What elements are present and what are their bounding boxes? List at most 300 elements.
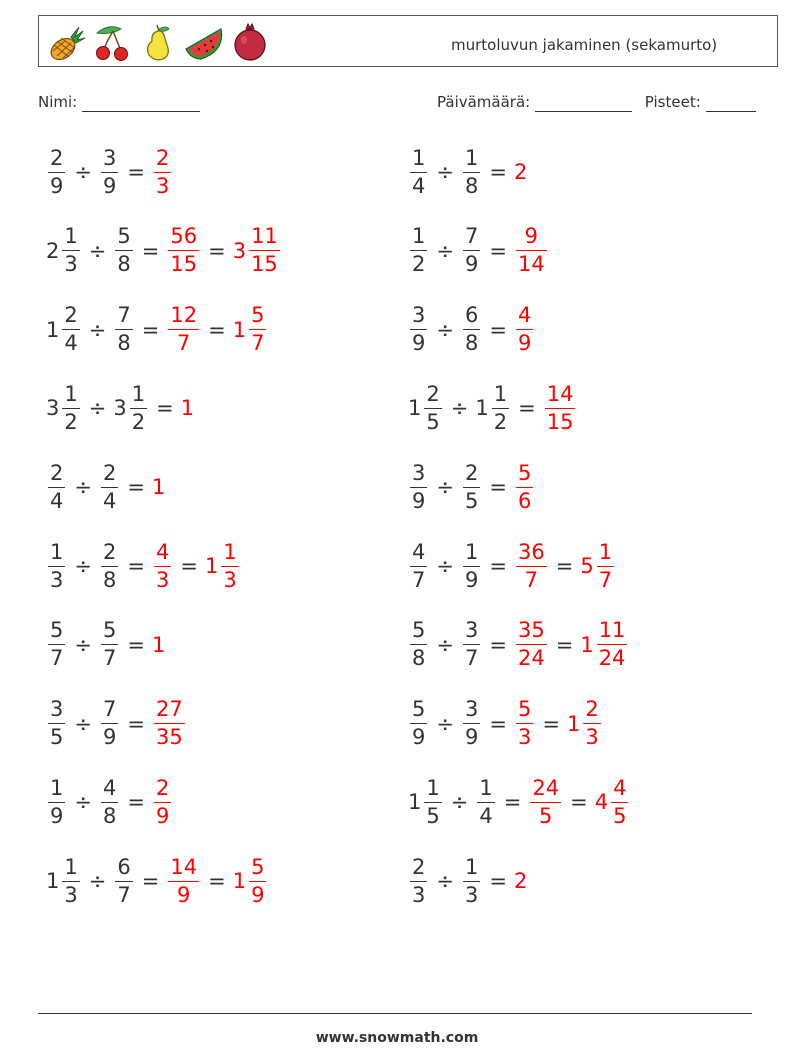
whole-number: 2 <box>513 160 528 184</box>
dividend <box>46 226 82 275</box>
fraction <box>424 381 441 434</box>
answer-mixed <box>580 620 629 669</box>
denominator: 9 <box>168 881 199 906</box>
fraction <box>516 699 533 748</box>
fraction <box>48 775 65 828</box>
divisor <box>99 620 120 669</box>
equals-sign: = <box>208 317 226 342</box>
divisor <box>113 381 149 434</box>
fraction <box>168 854 199 907</box>
divisor <box>99 539 120 592</box>
pineapple-icon <box>45 21 87 63</box>
date-score-fields <box>437 93 756 112</box>
denominator: 8 <box>117 252 131 277</box>
divide-sign: ÷ <box>436 632 454 657</box>
denominator: 24 <box>517 646 545 671</box>
fraction <box>424 775 441 828</box>
fraction <box>101 539 118 592</box>
divisor <box>99 460 120 513</box>
numerator: 2 <box>464 460 479 485</box>
denominator: 9 <box>464 252 479 277</box>
denominator: 2 <box>64 409 78 434</box>
numerator: 2 <box>64 303 78 328</box>
divide-sign: ÷ <box>74 160 92 184</box>
answer-fraction <box>528 775 563 828</box>
fraction <box>410 854 427 907</box>
whole-number: 3 <box>113 396 127 421</box>
numerator: 7 <box>464 224 479 249</box>
denominator: 9 <box>517 331 532 356</box>
answer-fraction <box>152 633 166 657</box>
whole-number: 1 <box>232 869 247 894</box>
whole-number: 1 <box>46 317 60 342</box>
date-label: Päivämäärä: <box>437 93 531 111</box>
divide-sign: ÷ <box>436 554 454 578</box>
equals-sign: = <box>489 475 507 500</box>
fraction <box>154 539 171 592</box>
numerator: 4 <box>102 775 117 800</box>
equals-sign: = <box>141 238 160 263</box>
divisor <box>461 460 482 513</box>
denominator: 4 <box>412 173 426 198</box>
whole-number: 3 <box>46 396 60 421</box>
numerator: 5 <box>117 224 131 249</box>
divisor <box>461 226 482 275</box>
numerator: 14 <box>170 854 198 879</box>
dividend <box>408 145 429 198</box>
divide-sign: ÷ <box>436 711 454 736</box>
denominator: 3 <box>155 173 170 198</box>
problem-10 <box>408 456 535 518</box>
numerator: 3 <box>464 697 479 722</box>
fraction <box>516 620 547 669</box>
numerator: 35 <box>517 618 545 643</box>
fraction <box>101 460 118 513</box>
denominator: 5 <box>613 803 627 828</box>
whole-number: 2 <box>46 238 60 263</box>
answer-fraction <box>514 699 535 748</box>
problem-3 <box>46 220 282 282</box>
answer-mixed <box>567 699 603 748</box>
numerator: 2 <box>155 145 170 170</box>
fraction <box>48 620 65 669</box>
problem-5 <box>46 299 268 361</box>
numerator: 2 <box>50 460 64 485</box>
fraction <box>48 145 65 198</box>
denominator: 8 <box>464 173 479 198</box>
denominator: 9 <box>412 725 426 750</box>
equals-sign: = <box>555 632 574 657</box>
whole-number: 1 <box>408 396 422 421</box>
worksheet-title: murtoluvun jakaminen (sekamurto) <box>451 36 718 54</box>
denominator: 7 <box>168 329 199 354</box>
problem-15 <box>46 693 187 755</box>
denominator: 9 <box>102 173 117 198</box>
fraction <box>477 775 494 828</box>
denominator: 7 <box>251 331 265 356</box>
equals-sign: = <box>208 869 226 894</box>
denominator: 2 <box>131 409 146 434</box>
divide-sign: ÷ <box>88 396 107 421</box>
numerator: 1 <box>493 381 508 406</box>
dividend <box>46 381 82 434</box>
fraction <box>583 699 600 748</box>
dividend <box>46 145 67 198</box>
equals-sign: = <box>503 790 522 815</box>
answer-fraction <box>152 539 173 592</box>
name-field <box>38 93 200 112</box>
denominator: 9 <box>50 173 64 198</box>
fraction <box>410 145 427 198</box>
answer-fraction <box>514 539 549 592</box>
answer-fraction <box>514 160 528 184</box>
equals-sign: = <box>127 790 145 815</box>
dividend <box>46 539 67 592</box>
divide-sign: ÷ <box>74 554 92 578</box>
fraction <box>410 226 427 275</box>
divisor <box>461 854 482 907</box>
numerator: 2 <box>412 854 426 879</box>
numerator: 1 <box>412 224 426 249</box>
fraction <box>463 620 480 669</box>
numerator: 24 <box>532 775 560 800</box>
score-blank[interactable] <box>706 93 756 112</box>
problem-6 <box>408 299 535 361</box>
fraction <box>463 539 480 592</box>
fraction <box>597 539 614 592</box>
problem-2 <box>408 141 528 203</box>
denominator: 4 <box>479 803 493 828</box>
divide-sign: ÷ <box>74 711 92 736</box>
denominator: 3 <box>155 567 170 592</box>
equals-sign: = <box>127 475 145 500</box>
answer-fraction <box>152 145 173 198</box>
denominator: 9 <box>464 567 479 592</box>
equals-sign: = <box>489 711 507 736</box>
divisor <box>113 854 134 907</box>
numerator: 1 <box>50 539 64 564</box>
numerator: 5 <box>50 618 64 643</box>
divisor <box>475 775 496 828</box>
numerator: 2 <box>102 539 117 564</box>
answer-fraction <box>152 699 187 748</box>
denominator: 9 <box>155 803 170 828</box>
dividend <box>408 539 429 592</box>
fraction <box>463 145 480 198</box>
denominator: 6 <box>517 488 532 513</box>
denominator: 24 <box>598 646 626 671</box>
equals-sign: = <box>141 317 160 342</box>
watermelon-icon <box>183 21 225 63</box>
fraction <box>130 381 147 434</box>
dividend <box>408 226 429 275</box>
dividend <box>408 854 429 907</box>
fraction <box>410 699 427 748</box>
whole-number: 1 <box>566 711 581 736</box>
divide-sign: ÷ <box>436 475 454 500</box>
fraction <box>221 539 238 592</box>
denominator: 9 <box>412 488 426 513</box>
fraction <box>101 775 118 828</box>
denominator: 5 <box>530 802 561 827</box>
numerator: 4 <box>412 539 426 564</box>
problem-20 <box>408 850 528 912</box>
dividend <box>46 460 67 513</box>
divide-sign: ÷ <box>88 238 107 263</box>
numerator: 6 <box>464 303 479 328</box>
numerator: 2 <box>426 381 440 406</box>
numerator: 1 <box>412 145 426 170</box>
fraction <box>115 854 132 907</box>
numerator: 7 <box>102 697 117 722</box>
divide-sign: ÷ <box>450 790 469 815</box>
numerator: 3 <box>412 460 426 485</box>
fraction <box>154 775 171 828</box>
fraction <box>101 699 118 748</box>
denominator: 15 <box>170 252 198 277</box>
dividend <box>46 699 67 748</box>
numerator: 5 <box>251 303 265 328</box>
dividend <box>46 775 67 828</box>
date-blank[interactable] <box>535 93 632 112</box>
numerator: 2 <box>50 145 64 170</box>
divisor <box>461 145 482 198</box>
whole-number: 1 <box>151 632 166 657</box>
answer-fraction <box>152 775 173 828</box>
problem-18 <box>408 771 630 833</box>
numerator: 4 <box>517 303 532 328</box>
equals-sign: = <box>127 711 145 736</box>
answer-fraction <box>166 854 201 907</box>
problem-1 <box>46 141 173 203</box>
divide-sign: ÷ <box>88 317 107 342</box>
cherries-icon <box>91 21 133 63</box>
denominator: 8 <box>102 567 117 592</box>
fraction <box>545 381 576 434</box>
denominator: 3 <box>64 252 78 277</box>
fraction <box>249 226 280 275</box>
denominator: 15 <box>251 252 278 277</box>
numerator: 27 <box>155 697 183 722</box>
divisor <box>461 539 482 592</box>
divisor <box>99 699 120 748</box>
fraction <box>516 226 547 275</box>
answer-fraction <box>514 460 535 513</box>
denominator: 2 <box>493 409 508 434</box>
denominator: 15 <box>546 409 574 434</box>
problem-19 <box>46 850 268 912</box>
divide-sign: ÷ <box>88 869 107 894</box>
problem-11 <box>46 535 241 597</box>
dividend <box>408 699 429 748</box>
fraction <box>48 539 65 592</box>
divisor <box>475 381 511 434</box>
dividend <box>46 620 67 669</box>
score-label: Pisteet: <box>644 93 701 111</box>
equals-sign: = <box>542 711 560 736</box>
name-blank[interactable] <box>82 93 200 112</box>
divisor <box>461 620 482 669</box>
numerator: 5 <box>251 854 265 879</box>
numerator: 2 <box>102 460 117 485</box>
denominator: 7 <box>117 882 131 907</box>
denominator: 9 <box>102 725 117 750</box>
fraction <box>492 381 509 434</box>
numerator: 1 <box>598 539 613 564</box>
problem-14 <box>408 614 629 676</box>
fraction <box>597 620 628 669</box>
denominator: 5 <box>426 409 440 434</box>
problem-13 <box>46 614 166 676</box>
fraction <box>530 775 561 828</box>
problem-4 <box>408 220 549 282</box>
denominator: 7 <box>464 646 479 671</box>
equals-sign: = <box>208 238 226 263</box>
fraction <box>101 620 118 669</box>
fraction <box>115 226 132 275</box>
fraction <box>62 305 79 354</box>
denominator: 9 <box>412 331 426 356</box>
denominator: 3 <box>517 725 532 750</box>
numerator: 1 <box>426 775 440 800</box>
fruit-icons <box>45 21 271 63</box>
numerator: 11 <box>598 618 626 643</box>
answer-mixed <box>233 305 269 354</box>
equals-sign: = <box>489 160 507 184</box>
denominator: 8 <box>102 803 117 828</box>
answer-fraction <box>514 226 549 275</box>
fraction <box>463 854 480 907</box>
numerator: 5 <box>412 618 426 643</box>
answer-fraction <box>514 620 549 669</box>
denominator: 8 <box>412 646 426 671</box>
numerator: 3 <box>412 303 426 328</box>
fraction <box>463 460 480 513</box>
fraction <box>115 305 132 354</box>
whole-number: 1 <box>151 475 166 500</box>
numerator: 1 <box>464 539 479 564</box>
denominator: 9 <box>464 725 479 750</box>
problem-12 <box>408 535 616 597</box>
dividend <box>46 305 82 354</box>
header-box <box>38 15 778 67</box>
whole-number: 1 <box>408 790 422 815</box>
problem-7 <box>46 377 195 439</box>
equals-sign: = <box>489 317 507 342</box>
denominator: 4 <box>50 488 64 513</box>
denominator: 5 <box>464 488 479 513</box>
dividend <box>408 381 444 434</box>
divisor <box>113 226 134 275</box>
answer-fraction <box>514 869 528 893</box>
fraction <box>611 775 628 828</box>
fraction <box>249 305 266 354</box>
whole-number: 3 <box>232 238 247 263</box>
answer-fraction <box>543 381 578 434</box>
fraction <box>62 854 79 907</box>
equals-sign: = <box>555 554 574 578</box>
numerator: 4 <box>613 775 627 800</box>
footer-divider <box>38 1013 752 1014</box>
denominator: 3 <box>50 567 64 592</box>
numerator: 1 <box>464 145 479 170</box>
answer-mixed <box>232 854 269 907</box>
fraction <box>463 305 480 354</box>
divide-sign: ÷ <box>74 475 92 500</box>
divide-sign: ÷ <box>74 790 92 815</box>
whole-number: 1 <box>232 317 247 342</box>
denominator: 7 <box>598 567 613 592</box>
fraction <box>62 381 79 434</box>
numerator: 5 <box>412 697 426 722</box>
numerator: 56 <box>170 224 198 249</box>
whole-number: 1 <box>46 869 60 894</box>
fraction <box>101 145 118 198</box>
equals-sign: = <box>127 160 145 184</box>
fraction <box>516 539 547 592</box>
fraction <box>249 854 266 907</box>
fraction <box>516 305 533 354</box>
equals-sign: = <box>570 790 588 815</box>
equals-sign: = <box>127 632 145 657</box>
answer-mixed <box>580 539 616 592</box>
numerator: 4 <box>155 539 170 564</box>
numerator: 14 <box>546 381 574 406</box>
numerator: 1 <box>64 854 78 879</box>
equals-sign: = <box>156 396 174 421</box>
numerator: 1 <box>223 539 237 564</box>
answer-fraction <box>181 396 195 420</box>
numerator: 36 <box>517 539 545 564</box>
denominator: 4 <box>64 331 78 356</box>
problem-16 <box>408 693 603 755</box>
numerator: 1 <box>64 224 78 249</box>
divide-sign: ÷ <box>436 317 454 342</box>
denominator: 7 <box>102 646 117 671</box>
fraction <box>410 460 427 513</box>
numerator: 3 <box>50 697 64 722</box>
problem-9 <box>46 456 166 518</box>
equals-sign: = <box>489 554 507 578</box>
fraction <box>154 145 171 198</box>
numerator: 2 <box>155 775 170 800</box>
name-label: Nimi: <box>38 93 78 111</box>
numerator: 1 <box>464 854 479 879</box>
fraction <box>410 305 427 354</box>
numerator: 3 <box>464 618 479 643</box>
denominator: 3 <box>585 725 599 750</box>
fraction <box>463 699 480 748</box>
denominator: 35 <box>155 725 183 750</box>
divide-sign: ÷ <box>436 869 454 894</box>
dividend <box>408 460 429 513</box>
dividend <box>46 854 82 907</box>
fraction <box>516 460 533 513</box>
equals-sign: = <box>489 869 507 894</box>
whole-number: 1 <box>580 632 594 657</box>
answer-fraction <box>166 226 201 275</box>
problem-17 <box>46 771 173 833</box>
whole-number: 1 <box>204 554 219 578</box>
denominator: 3 <box>223 567 237 592</box>
denominator: 9 <box>50 803 64 828</box>
numerator: 1 <box>131 381 146 406</box>
whole-number: 1 <box>475 396 489 421</box>
denominator: 3 <box>464 882 479 907</box>
numerator: 6 <box>117 854 131 879</box>
equals-sign: = <box>518 396 536 421</box>
divide-sign: ÷ <box>74 632 92 657</box>
